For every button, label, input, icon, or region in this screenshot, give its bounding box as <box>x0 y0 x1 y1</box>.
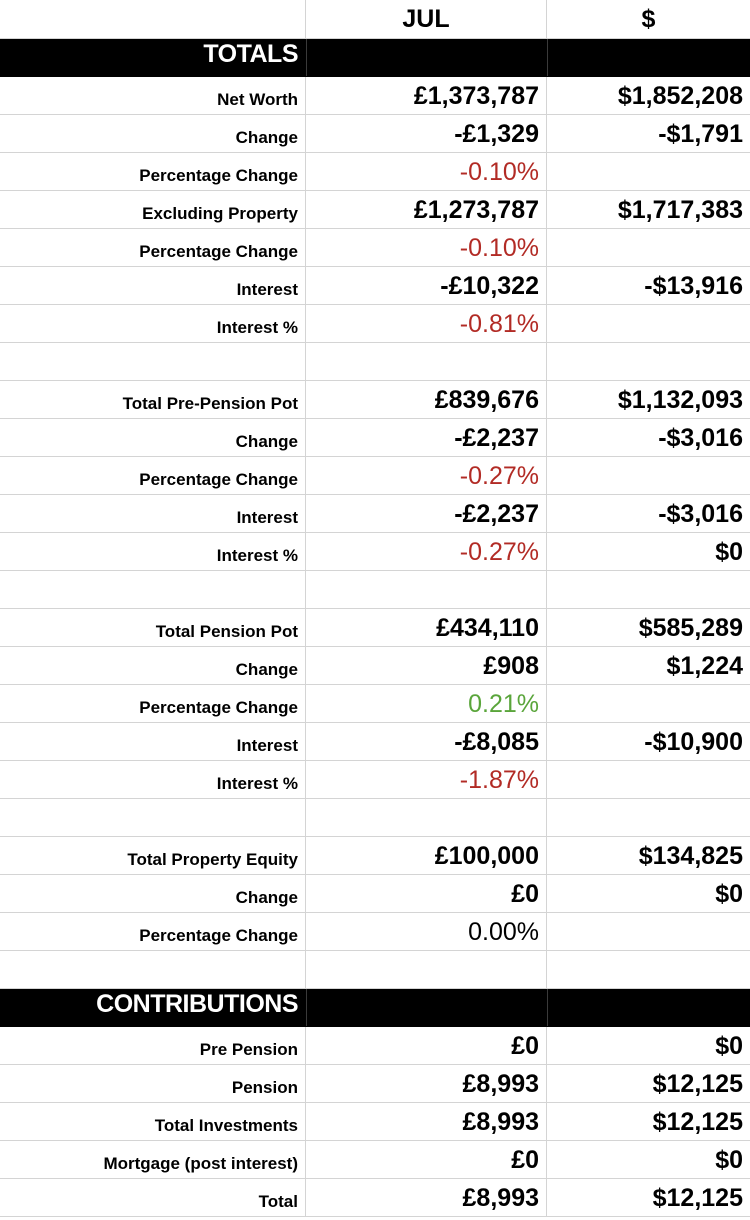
row-label-cell[interactable]: Interest % <box>0 305 306 342</box>
row-label-cell[interactable]: Percentage Change <box>0 913 306 950</box>
gbp-value-cell[interactable]: £0 <box>306 1027 547 1064</box>
row-label-cell[interactable]: Total Investments <box>0 1103 306 1140</box>
row-label-cell[interactable]: Change <box>0 875 306 912</box>
header-currency[interactable]: $ <box>641 4 656 33</box>
table-row <box>0 267 750 305</box>
row-label-cell[interactable] <box>0 343 306 380</box>
row-label-cell[interactable]: Interest <box>0 495 306 532</box>
table-row <box>0 1141 750 1179</box>
usd-value-cell[interactable]: $134,825 <box>638 842 743 870</box>
usd-value-cell[interactable] <box>547 685 750 722</box>
usd-value-cell[interactable]: $1,852,208 <box>617 82 743 110</box>
row-label-cell[interactable]: Total Pension Pot <box>0 609 306 646</box>
gbp-value-cell[interactable]: -0.27% <box>306 457 547 494</box>
gbp-value-cell[interactable]: £0 <box>306 875 547 912</box>
row-label-cell[interactable]: Total <box>0 1179 306 1216</box>
gbp-value-cell[interactable]: £8,993 <box>306 1065 547 1102</box>
row-label-cell[interactable]: Interest <box>0 723 306 760</box>
usd-value-cell[interactable]: -$10,900 <box>644 728 743 756</box>
usd-value-cell[interactable] <box>547 457 750 494</box>
usd-value-cell[interactable] <box>547 799 750 836</box>
table-row <box>0 1179 750 1217</box>
table-row <box>0 229 750 267</box>
gbp-value-cell[interactable] <box>306 571 547 608</box>
usd-value-cell[interactable]: -$13,916 <box>644 272 743 300</box>
gbp-value-cell[interactable]: £100,000 <box>306 837 547 874</box>
gbp-value-cell[interactable]: -£10,322 <box>306 267 547 304</box>
row-label-cell[interactable] <box>0 799 306 836</box>
usd-value-cell[interactable]: $0 <box>715 1146 743 1174</box>
table-row <box>0 419 750 457</box>
gbp-value-cell[interactable]: 0.21% <box>306 685 547 722</box>
gbp-value-cell[interactable]: £839,676 <box>306 381 547 418</box>
table-row <box>0 77 750 115</box>
totals-section-header <box>0 39 750 77</box>
row-label-cell[interactable]: Percentage Change <box>0 153 306 190</box>
usd-value-cell[interactable]: $585,289 <box>638 614 743 642</box>
gbp-value-cell[interactable] <box>306 343 547 380</box>
gbp-value-cell[interactable]: -£8,085 <box>306 723 547 760</box>
row-label-cell[interactable]: Excluding Property <box>0 191 306 228</box>
gbp-value-cell[interactable]: 0.00% <box>306 913 547 950</box>
usd-value-cell[interactable]: $0 <box>715 880 743 908</box>
row-label-cell[interactable]: Change <box>0 647 306 684</box>
row-label-cell[interactable]: Interest % <box>0 533 306 570</box>
gbp-value-cell[interactable]: -0.81% <box>306 305 547 342</box>
table-row <box>0 305 750 343</box>
row-label-cell[interactable]: Change <box>0 419 306 456</box>
row-label-cell[interactable]: Pre Pension <box>0 1027 306 1064</box>
gbp-value-cell[interactable]: -£2,237 <box>306 419 547 456</box>
gbp-value-cell[interactable] <box>306 799 547 836</box>
usd-value-cell[interactable]: $12,125 <box>652 1184 743 1212</box>
header-month[interactable]: JUL <box>306 0 547 38</box>
gbp-value-cell[interactable] <box>306 951 547 988</box>
usd-value-cell[interactable] <box>547 951 750 988</box>
row-label-cell[interactable]: Percentage Change <box>0 229 306 266</box>
gbp-value-cell[interactable]: £908 <box>306 647 547 684</box>
table-row <box>0 875 750 913</box>
usd-value-cell[interactable]: $0 <box>715 1032 743 1060</box>
gbp-value-cell[interactable]: £434,110 <box>306 609 547 646</box>
section-title-totals[interactable]: TOTALS <box>203 40 298 68</box>
table-row <box>0 685 750 723</box>
row-label-cell[interactable]: Mortgage (post interest) <box>0 1141 306 1178</box>
section-blank-cell[interactable] <box>306 39 547 76</box>
gbp-value-cell[interactable]: -£2,237 <box>306 495 547 532</box>
gbp-value-cell[interactable]: -1.87% <box>306 761 547 798</box>
table-row <box>0 495 750 533</box>
gbp-value-cell[interactable]: £8,993 <box>306 1103 547 1140</box>
usd-value-cell[interactable]: $12,125 <box>652 1070 743 1098</box>
header-row <box>0 0 750 39</box>
section-blank-cell[interactable] <box>547 989 750 1026</box>
contributions-section-header <box>0 989 750 1027</box>
usd-value-cell[interactable] <box>547 761 750 798</box>
table-row <box>0 457 750 495</box>
row-label-cell[interactable]: Percentage Change <box>0 457 306 494</box>
gbp-value-cell[interactable]: -0.10% <box>306 229 547 266</box>
usd-value-cell[interactable]: $0 <box>715 538 743 566</box>
row-label-cell[interactable]: Percentage Change <box>0 685 306 722</box>
table-row <box>0 609 750 647</box>
totals-table <box>0 77 750 989</box>
row-label-cell[interactable]: Change <box>0 115 306 152</box>
table-row <box>0 647 750 685</box>
usd-value-cell[interactable]: -$1,791 <box>658 120 743 148</box>
gbp-value-cell[interactable]: £1,273,787 <box>306 191 547 228</box>
usd-value-cell[interactable]: $1,132,093 <box>617 386 743 414</box>
table-row <box>0 1065 750 1103</box>
table-row <box>0 381 750 419</box>
row-label-cell[interactable] <box>0 571 306 608</box>
table-row <box>0 1027 750 1065</box>
blank-row <box>0 951 750 989</box>
row-label-cell[interactable]: Interest % <box>0 761 306 798</box>
usd-value-cell[interactable] <box>547 153 750 190</box>
table-row <box>0 153 750 191</box>
header-label-cell[interactable] <box>0 0 306 38</box>
row-label-cell[interactable]: Total Pre-Pension Pot <box>0 381 306 418</box>
row-label-cell[interactable]: Interest <box>0 267 306 304</box>
usd-value-cell[interactable] <box>547 913 750 950</box>
usd-value-cell[interactable]: -$3,016 <box>658 424 743 452</box>
gbp-value-cell[interactable]: £8,993 <box>306 1179 547 1216</box>
blank-row <box>0 343 750 381</box>
table-row <box>0 723 750 761</box>
usd-value-cell[interactable]: $1,717,383 <box>617 196 743 224</box>
row-label-cell[interactable]: Total Property Equity <box>0 837 306 874</box>
section-blank-cell[interactable] <box>547 39 750 76</box>
table-row <box>0 761 750 799</box>
section-blank-cell[interactable] <box>306 989 547 1026</box>
blank-row <box>0 571 750 609</box>
usd-value-cell[interactable] <box>547 343 750 380</box>
table-row <box>0 191 750 229</box>
table-row <box>0 115 750 153</box>
row-label-cell[interactable] <box>0 951 306 988</box>
row-label-cell[interactable]: Net Worth <box>0 77 306 114</box>
usd-value-cell[interactable] <box>547 305 750 342</box>
usd-value-cell[interactable]: -$3,016 <box>658 500 743 528</box>
table-row <box>0 533 750 571</box>
usd-value-cell[interactable]: $12,125 <box>652 1108 743 1136</box>
blank-row <box>0 799 750 837</box>
gbp-value-cell[interactable]: -0.27% <box>306 533 547 570</box>
table-row <box>0 913 750 951</box>
row-label-cell[interactable]: Pension <box>0 1065 306 1102</box>
gbp-value-cell[interactable]: -0.10% <box>306 153 547 190</box>
gbp-value-cell[interactable]: £1,373,787 <box>306 77 547 114</box>
table-row <box>0 837 750 875</box>
usd-value-cell[interactable] <box>547 229 750 266</box>
usd-value-cell[interactable]: $1,224 <box>666 652 743 680</box>
table-row <box>0 1103 750 1141</box>
usd-value-cell[interactable] <box>547 571 750 608</box>
gbp-value-cell[interactable]: -£1,329 <box>306 115 547 152</box>
contributions-table <box>0 1027 750 1217</box>
section-title-contributions[interactable]: CONTRIBUTIONS <box>96 990 298 1018</box>
gbp-value-cell[interactable]: £0 <box>306 1141 547 1178</box>
